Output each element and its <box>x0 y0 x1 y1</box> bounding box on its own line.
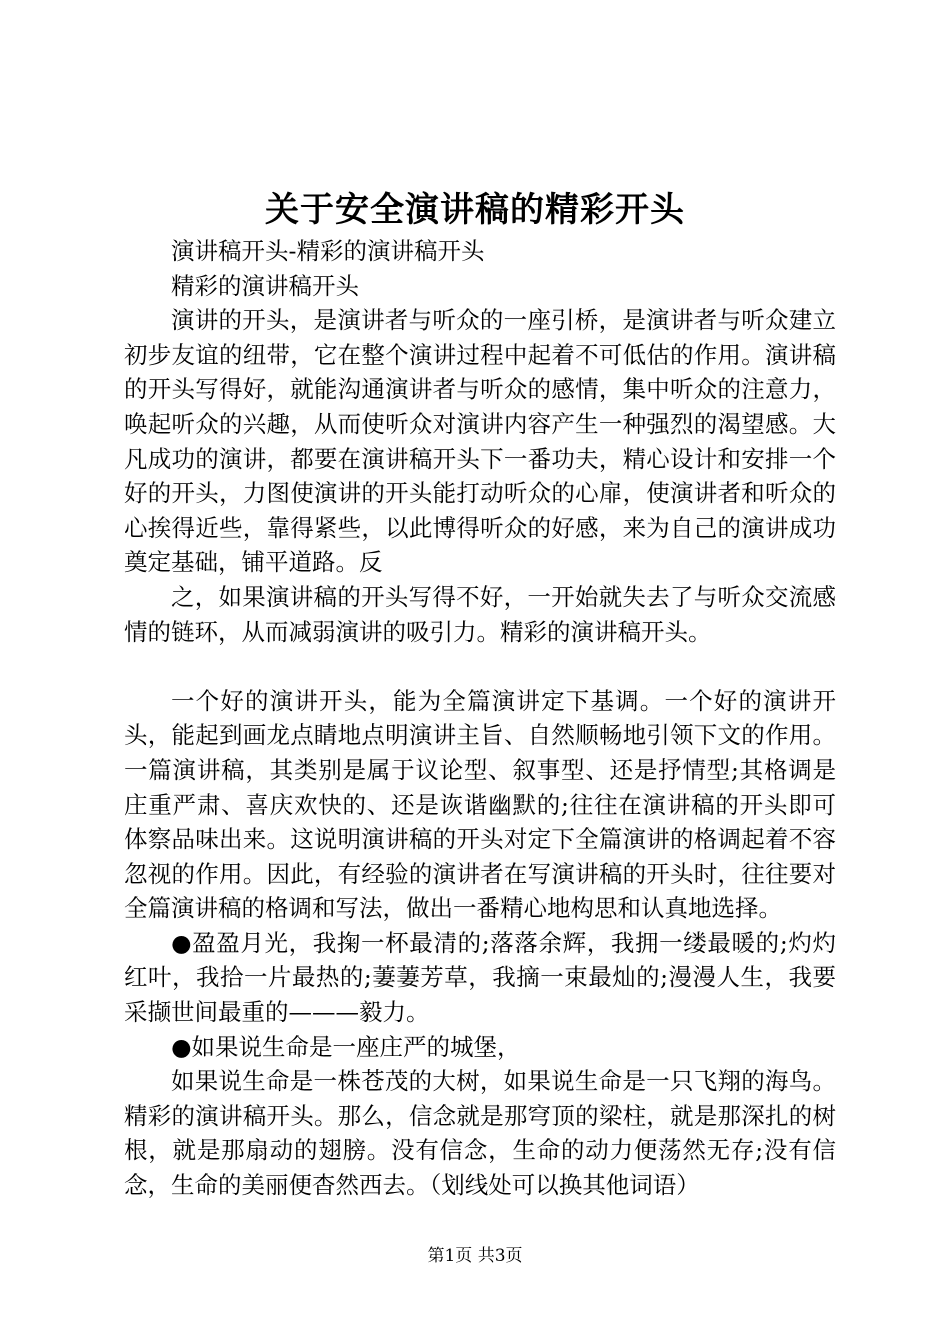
paragraph-tone: 一个好的演讲开头，能为全篇演讲定下基调。一个好的演讲开头，能起到画龙点睛地点明演讲主旨、自然顺畅地引领下文的作用。一篇演讲稿，其类别是属于议论型、叙事型、还是抒情型;其格调是庄重严肃、喜庆欢快的、还是诙谐幽默的;往往在演讲稿的开头即可体察品味出来。这说明演讲稿的开头对定下全篇演讲的格调起着不容忽视的作用。因此，有经验的演讲者在写演讲稿的开头时，往往要对全篇演讲稿的格调和写法，做出一番精心地构思和认真地选择。 <box>124 686 836 923</box>
paragraph-contrast: 之，如果演讲稿的开头写得不好，一开始就失去了与听众交流感情的链环，从而减弱演讲的吸引力。精彩的演讲稿开头。 <box>124 582 836 646</box>
paragraph-subtitle: 演讲稿开头-精彩的演讲稿开头 <box>171 237 485 265</box>
paragraph-example-moonlight: ●盈盈月光，我掬一杯最清的;落落余辉，我拥一缕最暖的;灼灼红叶，我拾一片最热的;萋萋芳草，我摘一束最灿的;漫漫人生，我要采撷世间最重的———毅力。 <box>124 928 836 1027</box>
paragraph-spacer <box>124 649 836 684</box>
page-footer: 第1页 共3页 <box>427 1246 523 1266</box>
document-title: 关于安全演讲稿的精彩开头 <box>265 190 685 230</box>
paragraph-example-belief: 如果说生命是一株苍茂的大树，如果说生命是一只飞翔的海鸟。精彩的演讲稿开头。那么，信念就是那穹顶的梁柱，就是那深扎的树根，就是那扇动的翅膀。没有信念，生命的动力便荡然无存;没有信念，生命的美丽便杳然西去。（划线处可以换其他词语） <box>124 1067 836 1200</box>
paragraph-example-castle: ●如果说生命是一座庄严的城堡， <box>171 1032 521 1061</box>
document-body <box>124 234 836 1203</box>
paragraph-heading: 精彩的演讲稿开头 <box>171 271 359 300</box>
paragraph-intro: 演讲的开头，是演讲者与听众的一座引桥，是演讲者与听众建立初步友谊的纽带，它在整个演讲过程中起着不可低估的作用。演讲稿的开头写得好，就能沟通演讲者与听众的感情，集中听众的注意力，唤起听众的兴趣，从而使听众对演讲内容产生一种强烈的渴望感。大凡成功的演讲，都要在演讲稿开头下一番功夫，精心设计和安排一个好的开头，力图使演讲的开头能打动听众的心扉，使演讲者和听众的心挨得近些，靠得紧些，以此博得听众的好感，来为自己的演讲成功奠定基础，铺平道路。反 <box>124 306 836 577</box>
